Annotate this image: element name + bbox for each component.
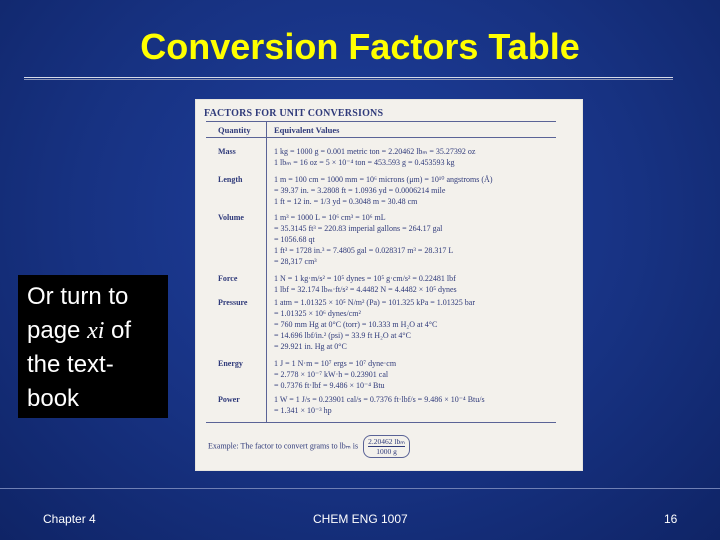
column-header-quantity: Quantity <box>218 125 251 135</box>
conversion-line: = 1.01325 × 10⁶ dynes/cm² <box>274 309 361 318</box>
note-text: of <box>104 317 132 344</box>
conversion-line: = 2.778 × 10⁻⁷ kW·h = 0.23901 cal <box>274 370 389 379</box>
conversion-line: = 28,317 cm³ <box>274 257 317 266</box>
conversion-line: = 39.37 in. = 3.2808 ft = 1.0936 yd = 0.0006214 mile <box>274 186 446 195</box>
footer-chapter: Chapter 4 <box>43 512 96 526</box>
quantity-label: Pressure <box>218 298 248 307</box>
footer-course: CHEM ENG 1007 <box>313 512 408 526</box>
example-fraction <box>363 435 410 458</box>
conversion-line: 1 lbₘ = 16 oz = 5 × 10⁻⁴ ton = 453.593 g = 0.453593 kg <box>274 158 455 167</box>
conversion-line: = 760 mm Hg at 0°C (torr) = 10.333 m H₂O at 4°C <box>274 320 438 329</box>
page-number-italic: xi <box>87 318 105 344</box>
quantity-label: Volume <box>218 213 244 222</box>
conversion-line: 1 J = 1 N·m = 10⁷ ergs = 10⁷ dyne·cm <box>274 359 397 368</box>
conversion-line: 1 lbf = 32.174 lbₘ·ft/s² = 4.4482 N = 4.4482 × 10⁵ dynes <box>274 285 457 294</box>
conversion-line: = 1056.68 qt <box>274 235 315 244</box>
conversion-line: 1 kg = 1000 g = 0.001 metric ton = 2.20462 lbₘ = 35.27392 oz <box>274 147 476 156</box>
conversion-line: 1 N = 1 kg·m/s² = 10⁵ dynes = 10⁵ g·cm/s² = 0.22481 lbf <box>274 274 456 283</box>
fraction-numerator: 2.20462 lbₘ <box>368 437 405 446</box>
conversion-line: = 0.7376 ft·lbf = 9.486 × 10⁻⁴ Btu <box>274 381 385 390</box>
footer-divider <box>0 488 720 489</box>
note-line: book <box>27 385 80 412</box>
slide-title: Conversion Factors Table <box>140 26 580 67</box>
conversion-line: = 29.921 in. Hg at 0°C <box>274 342 347 351</box>
conversion-line: = 1.341 × 10⁻³ hp <box>274 406 332 415</box>
note-line <box>27 314 168 348</box>
conversion-line: 1 m = 100 cm = 1000 mm = 10⁶ microns (μm) = 10¹⁰ angstroms (Å) <box>274 175 493 184</box>
note-line: Or turn to <box>27 283 129 310</box>
example-text: Example: The factor to convert grams to lbₘ is <box>208 441 359 451</box>
table-heading: FACTORS FOR UNIT CONVERSIONS <box>204 108 384 119</box>
quantity-label: Power <box>218 395 240 404</box>
title-divider <box>24 77 673 80</box>
example-note <box>208 435 410 458</box>
column-divider <box>266 122 267 422</box>
conversion-line: 1 m³ = 1000 L = 10⁶ cm³ = 10⁶ mL <box>274 213 386 222</box>
quantity-label: Length <box>218 175 243 184</box>
conversion-line: 1 ft = 12 in. = 1/3 yd = 0.3048 m = 30.48 cm <box>274 197 418 206</box>
quantity-label: Mass <box>218 147 236 156</box>
conversion-table-image <box>196 100 582 470</box>
note-text: page <box>27 317 88 344</box>
conversion-line: 1 ft³ = 1728 in.³ = 7.4805 gal = 0.028317 m³ = 28.317 L <box>274 246 454 255</box>
quantity-label: Energy <box>218 359 243 368</box>
conversion-line: = 35.3145 ft³ = 220.83 imperial gallons = 264.17 gal <box>274 224 443 233</box>
footer-slide-number: 16 <box>664 512 678 526</box>
column-header-equivalent: Equivalent Values <box>274 125 340 135</box>
conversion-line: 1 atm = 1.01325 × 10⁵ N/m² (Pa) = 101.325 kPa = 1.01325 bar <box>274 298 475 307</box>
table-grid <box>206 121 556 423</box>
fraction-denominator: 1000 g <box>376 447 397 456</box>
note-line: the text- <box>27 351 114 378</box>
header-divider <box>206 137 556 138</box>
conversion-line: = 14.696 lbf/in.² (psi) = 33.9 ft H₂O at 4°C <box>274 331 411 340</box>
conversion-line: 1 W = 1 J/s = 0.23901 cal/s = 0.7376 ft·lbf/s = 9.486 × 10⁻⁴ Btu/s <box>274 395 485 404</box>
textbook-note-box <box>18 275 168 418</box>
quantity-label: Force <box>218 274 238 283</box>
